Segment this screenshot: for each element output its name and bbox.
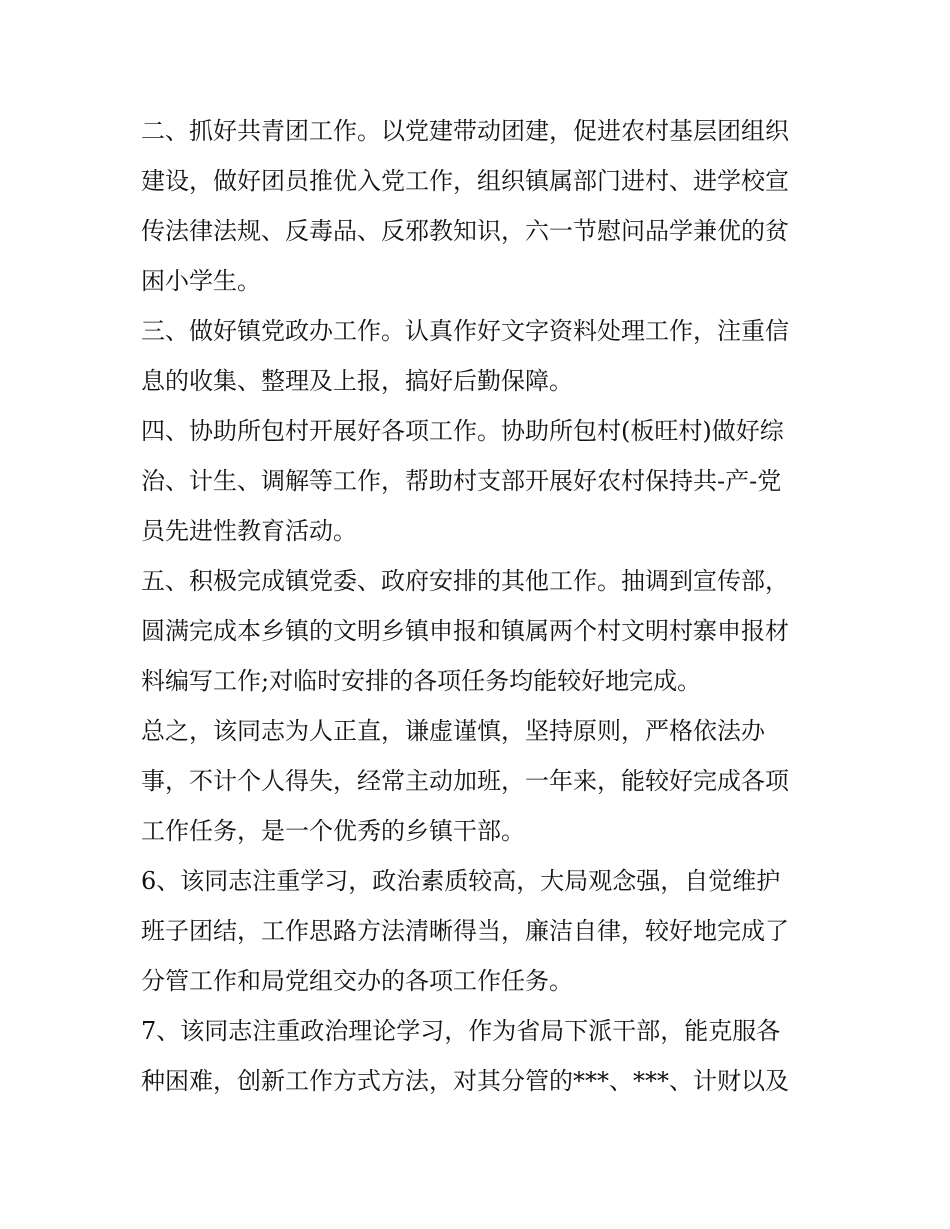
text-line: 圆满完成本乡镇的文明乡镇申报和镇属两个村文明村寨申报材 <box>141 617 789 645</box>
text-line: 种困难，创新工作方式方法，对其分管的***、***、计财以及 <box>141 1067 789 1095</box>
text-line: 6、该同志注重学习，政治素质较高，大局观念强，自觉维护 <box>141 867 781 895</box>
text-line: 总之，该同志为人正直，谦虚谨慎，坚持原则，严格依法办 <box>141 717 765 745</box>
text-line: 困小学生。 <box>141 267 261 295</box>
text-line: 二、抓好共青团工作。以党建带动团建，促进农村基层团组织 <box>141 117 789 145</box>
document-body <box>141 106 821 1106</box>
text-line: 分管工作和局党组交办的各项工作任务。 <box>141 967 573 995</box>
text-line: 四、协助所包村开展好各项工作。协助所包村(板旺村)做好综 <box>141 417 784 445</box>
text-line: 传法律法规、反毒品、反邪教知识，六一节慰问品学兼优的贫 <box>141 217 789 245</box>
text-line: 班子团结，工作思路方法清晰得当，廉洁自律，较好地完成了 <box>141 917 789 945</box>
text-line: 息的收集、整理及上报，搞好后勤保障。 <box>141 367 573 395</box>
text-line: 工作任务，是一个优秀的乡镇干部。 <box>141 817 525 845</box>
text-line: 料编写工作;对临时安排的各项任务均能较好地完成。 <box>141 667 702 695</box>
text-line: 建设，做好团员推优入党工作，组织镇属部门进村、进学校宣 <box>141 167 789 195</box>
text-line: 五、积极完成镇党委、政府安排的其他工作。抽调到宣传部， <box>141 567 789 595</box>
text-line: 7、该同志注重政治理论学习，作为省局下派干部，能克服各 <box>141 1017 781 1045</box>
text-line: 三、做好镇党政办工作。认真作好文字资料处理工作，注重信 <box>141 317 789 345</box>
text-line: 事，不计个人得失，经常主动加班，一年来，能较好完成各项 <box>141 767 789 795</box>
text-line: 治、计生、调解等工作，帮助村支部开展好农村保持共-产-党 <box>141 467 782 495</box>
text-line: 员先进性教育活动。 <box>141 517 357 545</box>
